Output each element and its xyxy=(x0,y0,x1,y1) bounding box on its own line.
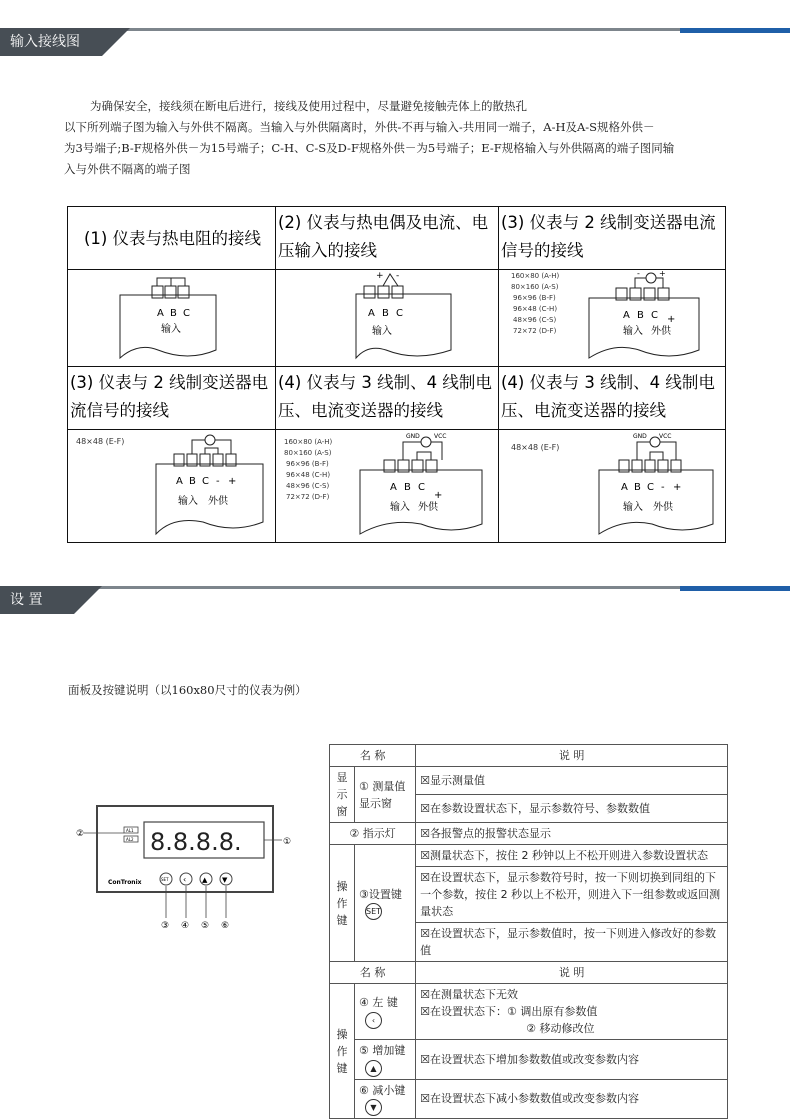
wiring-diagram-2wire-ef xyxy=(68,430,276,543)
svg-text:72×72 (D-F): 72×72 (D-F) xyxy=(513,327,557,335)
header-desc-2: 说 明 xyxy=(416,962,728,984)
svg-text:160×80 (A-H): 160×80 (A-H) xyxy=(284,438,333,446)
key-name-display: ① 测量值显示窗 xyxy=(355,767,416,823)
svg-text:96×48 (C-H): 96×48 (C-H) xyxy=(286,471,331,479)
desc-display-1: ☒显示测量值 xyxy=(416,767,728,795)
banner-accent xyxy=(680,28,790,33)
svg-text:B: B xyxy=(634,482,641,493)
input-label: 输入 xyxy=(372,326,392,337)
desc-down: ☒在设置状态下减小参数数值或改变参数内容 xyxy=(416,1079,728,1119)
wiring-diagram-tc xyxy=(276,270,499,367)
desc-set-1: ☒测量状态下，按住 2 秒钟以上不松开则进入参数设置状态 xyxy=(416,845,728,867)
svg-text:96×96 (B-F): 96×96 (B-F) xyxy=(513,294,556,302)
wiring-cell-title: (4) 仪表与 3 线制、4 线制电压、电流变送器的接线 xyxy=(499,367,726,430)
supply-label: 外供 xyxy=(653,502,673,513)
svg-text:▲: ▲ xyxy=(202,876,208,884)
svg-text:C: C xyxy=(418,482,425,493)
svg-text:AL2: AL2 xyxy=(126,837,134,842)
svg-text:B: B xyxy=(382,308,389,319)
desc-up: ☒在设置状态下增加参数数值或改变参数内容 xyxy=(416,1040,728,1080)
key-name-down: ⑥ 减小键▼ xyxy=(355,1079,416,1119)
svg-text:-: - xyxy=(661,482,665,493)
svg-text:C: C xyxy=(183,308,190,319)
svg-text:B: B xyxy=(170,308,177,319)
svg-text:B: B xyxy=(404,482,411,493)
2wire-diagram xyxy=(499,270,725,362)
svg-text:48×96 (C-S): 48×96 (C-S) xyxy=(513,316,557,324)
svg-text:-: - xyxy=(216,476,220,487)
marker-3: ③ xyxy=(161,921,170,931)
wiring-cell-title: (2) 仪表与热电偶及电流、电压输入的接线 xyxy=(276,207,499,270)
intro-line-4: 入与外供不隔离的端子图 xyxy=(64,162,191,176)
input-label: 输入 xyxy=(623,502,643,513)
svg-text:VCC: VCC xyxy=(659,433,672,440)
svg-text:B: B xyxy=(189,476,196,487)
desc-left: ☒在测量状态下无效 ☒在设置状态下：① 调出原有参数值 ② 移动修改位 xyxy=(416,984,728,1040)
front-panel-diagram xyxy=(70,800,310,940)
svg-text:80×160 (A-S): 80×160 (A-S) xyxy=(284,449,332,457)
svg-text:+: + xyxy=(376,271,384,281)
desc-display-2: ☒在参数设置状态下，显示参数符号、参数数值 xyxy=(416,795,728,823)
desc-led: ☒各报警点的报警状态显示 xyxy=(416,823,728,845)
tc-diagram xyxy=(276,270,498,362)
key-name-up: ⑤ 增加键▲ xyxy=(355,1040,416,1080)
key-name-set: ③设置键SET xyxy=(355,845,416,962)
intro-line-1: 为确保安全，接线须在断电后进行，接线及使用过程中，尽量避免接触壳体上的散热孔 xyxy=(90,99,527,113)
header-desc: 说 明 xyxy=(416,745,728,767)
wiring-cell-title: (4) 仪表与 3 线制、4 线制电压、电流变送器的接线 xyxy=(276,367,499,430)
wiring-diagram-2wire xyxy=(499,270,726,367)
svg-text:72×72 (D-F): 72×72 (D-F) xyxy=(286,493,330,501)
marker-1: ① xyxy=(283,837,292,847)
svg-text:GND: GND xyxy=(406,433,420,440)
svg-text:-: - xyxy=(396,271,400,281)
panel-caption: 面板及按键说明（以160x80尺寸的仪表为例） xyxy=(68,683,307,697)
marker-6: ⑥ xyxy=(221,921,230,931)
3wire-diagram xyxy=(276,430,498,538)
key-description-table xyxy=(329,744,728,1119)
svg-text:▼: ▼ xyxy=(222,876,228,884)
svg-text:96×48 (C-H): 96×48 (C-H) xyxy=(513,305,558,313)
svg-text:SET: SET xyxy=(161,877,169,882)
svg-text:48×96 (C-S): 48×96 (C-S) xyxy=(286,482,330,490)
left-arrow-icon: ‹ xyxy=(365,1012,382,1029)
svg-text:A: A xyxy=(368,308,375,319)
svg-text:+: + xyxy=(228,476,237,487)
group-operation-2: 操作键 xyxy=(330,984,355,1119)
svg-text:96×96 (B-F): 96×96 (B-F) xyxy=(286,460,329,468)
input-label: 输入 xyxy=(390,502,410,513)
banner-accent xyxy=(680,586,790,591)
input-label: 输入 xyxy=(178,496,198,507)
key-name-led: ② 指示灯 xyxy=(330,823,416,845)
svg-text:80×160 (A-S): 80×160 (A-S) xyxy=(511,283,559,291)
svg-text:GND: GND xyxy=(633,433,647,440)
key-name-left: ④ 左 键‹ xyxy=(355,984,416,1040)
svg-text:-: - xyxy=(637,270,640,278)
wiring-cell-title: (3) 仪表与 2 线制变送器电流信号的接线 xyxy=(499,207,726,270)
svg-text:A: A xyxy=(390,482,397,493)
banner-rule xyxy=(0,586,790,589)
svg-text:AL1: AL1 xyxy=(126,828,134,833)
svg-text:C: C xyxy=(202,476,209,487)
wiring-diagram-3wire xyxy=(276,430,499,543)
group-display: 显示窗 xyxy=(330,767,355,823)
wiring-table xyxy=(67,206,726,543)
section-title: 输入接线图 xyxy=(0,28,102,56)
intro-line-2: 以下所列端子图为输入与外供不隔离。当输入与外供隔离时，外供-不再与输入-共用同一端子，A-H及A-S规格外供－ xyxy=(64,120,655,134)
supply-label: 外供 xyxy=(208,496,228,507)
intro-line-3: 为3号端子;B-F规格外供－为15号端子；C-H、C-S及D-F规格外供－为5号端子；E-F规格输入与外供隔离的端子图同输 xyxy=(64,141,675,155)
section-banner-wiring xyxy=(0,28,790,56)
brand-logo: ConTronix xyxy=(108,879,142,886)
2wire-ef-diagram xyxy=(68,430,275,538)
svg-text:48×48 (E-F): 48×48 (E-F) xyxy=(511,443,560,452)
wiring-diagram-rtd xyxy=(68,270,276,367)
wiring-cell-title: (3) 仪表与 2 线制变送器电流信号的接线 xyxy=(68,367,276,430)
svg-text:B: B xyxy=(637,310,644,321)
input-label: 输入 xyxy=(161,324,181,335)
section-banner-settings xyxy=(0,586,790,614)
supply-label: 外供 xyxy=(418,502,438,513)
svg-text:160×80 (A-H): 160×80 (A-H) xyxy=(511,272,560,280)
svg-text:A: A xyxy=(623,310,630,321)
svg-text:+: + xyxy=(667,314,676,325)
marker-2: ② xyxy=(76,829,85,839)
svg-text:C: C xyxy=(396,308,403,319)
svg-text:+: + xyxy=(673,482,682,493)
svg-text:48×48 (E-F): 48×48 (E-F) xyxy=(76,437,125,446)
svg-text:A: A xyxy=(176,476,183,487)
svg-text:C: C xyxy=(651,310,658,321)
3wire-ef-diagram xyxy=(499,430,725,538)
svg-text:‹: ‹ xyxy=(183,875,187,884)
group-operation: 操作键 xyxy=(330,845,355,962)
display-digits: 8.8.8.8. xyxy=(150,828,242,856)
header-name: 名 称 xyxy=(330,745,416,767)
svg-text:C: C xyxy=(647,482,654,493)
wiring-cell-title: (1) 仪表与热电阻的接线 xyxy=(68,207,276,270)
marker-4: ④ xyxy=(181,921,190,931)
set-key-icon: SET xyxy=(365,903,382,920)
svg-text:A: A xyxy=(157,308,164,319)
supply-label: 外供 xyxy=(651,326,671,337)
up-arrow-icon: ▲ xyxy=(365,1060,382,1077)
section-title: 设 置 xyxy=(0,586,74,614)
down-arrow-icon: ▼ xyxy=(365,1099,382,1116)
svg-text:A: A xyxy=(621,482,628,493)
desc-set-3: ☒在设置状态下，显示参数值时，按一下则进入修改好的参数值 xyxy=(416,923,728,962)
desc-set-2: ☒在设置状态下，显示参数符号时，按一下则切换到同组的下一个参数，按住 2 秒以上不松开，则进入下一组参数或返回测量状态 xyxy=(416,867,728,923)
svg-text:+: + xyxy=(434,490,443,501)
input-label: 输入 xyxy=(623,326,643,337)
svg-text:+: + xyxy=(659,270,666,278)
wiring-diagram-3wire-ef xyxy=(499,430,726,543)
header-name-2: 名 称 xyxy=(330,962,416,984)
marker-5: ⑤ xyxy=(201,921,210,931)
rtd-diagram xyxy=(68,270,275,362)
svg-text:VCC: VCC xyxy=(434,433,447,440)
